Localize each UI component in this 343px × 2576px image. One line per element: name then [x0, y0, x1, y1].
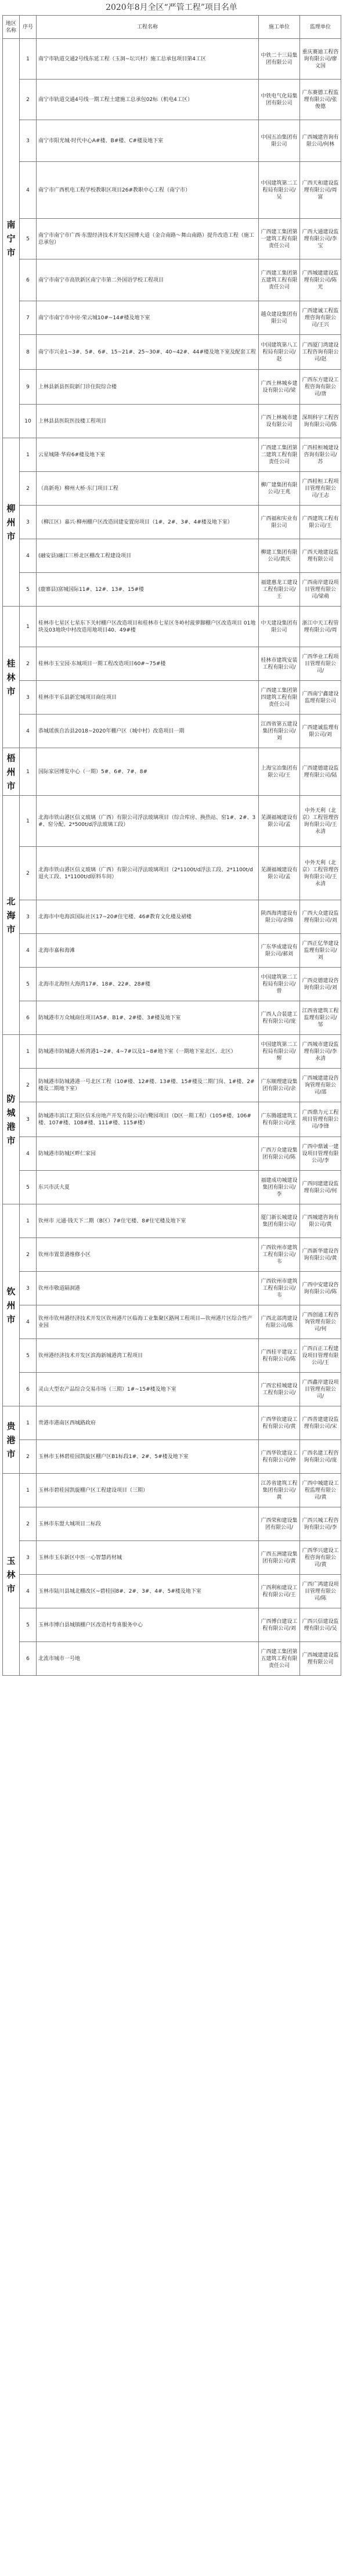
row-index: 1 [20, 607, 37, 647]
project-name: 南宁市兴业1~3#、5#、6#、15~21#、25~30#、40~42#、44#楼及地下室及配套工程 [37, 335, 259, 370]
project-name: 北海市北海恒大海湾17#、18#、22#、28#楼 [37, 968, 259, 1001]
builder-name: 广西桂平建设工程有限公司/陈 [259, 1339, 300, 1373]
area-name: 防城港市 [6, 1093, 16, 1146]
row-index: 3 [20, 681, 37, 715]
project-name: (鹿寨县)富城国际11#、12#、13#、15#楼 [37, 573, 259, 607]
table-row [3, 1608, 341, 1642]
builder-name: 中国建筑第八工程局有限公司/赵 [259, 335, 300, 370]
project-name: 玉林市碧桂园凯旋棚户区工程建设项目（三期） [37, 1474, 259, 1507]
table-row [3, 539, 341, 573]
builder-name: 江西省第五建设集团有限公司/刘 [259, 715, 300, 748]
builder-name: 广西建工集团第二建筑工程有限责任公司 [259, 438, 300, 472]
header-idx: 序号 [20, 16, 37, 39]
supervisor-name: 广西城市建设监理有限公司/李永清 [300, 1035, 341, 1069]
area-name: 梧州市 [6, 752, 16, 791]
supervisor-name: 广西桂桓工程项目管理有限公司/王志 [300, 472, 341, 506]
row-index: 2 [20, 1507, 37, 1541]
project-name: 玉林市陆川县城北棚改区~碧桂园8#、2#、3#、4#、5#楼及地下室 [37, 1575, 259, 1608]
builder-name: 广西建工集团第一建筑工程有限责任公司 [259, 219, 300, 259]
row-index: 2 [20, 647, 37, 681]
project-name: 南宁市南宁市高铁新区南宁市第二外国语学校工程项目 [37, 259, 259, 301]
builder-name: 中国五冶集团有限公司 [259, 120, 300, 162]
row-index: 6 [20, 1001, 37, 1035]
project-name: 南宁市轨道交通2号线东延工程（玉洞~坛兴村）施工总承包项目第4工区 [37, 39, 259, 80]
row-index: 1 [20, 748, 37, 796]
supervisor-name: 中外天利（北京）工程管理咨询有限公司/王永清 [300, 796, 341, 847]
supervisor-name: 广西南岸建设项目管理有限公司/梁萌 [300, 573, 341, 607]
row-index: 4 [20, 539, 37, 573]
table-row [3, 1102, 341, 1137]
row-index: 5 [20, 968, 37, 1001]
builder-name: 广西人合装建工程有限公司/庞 [259, 1001, 300, 1035]
table-row [3, 301, 341, 335]
builder-name: 广西建工集团第四建筑工程有限责任公司 [259, 681, 300, 715]
table-row [3, 681, 341, 715]
supervisor-name: 广西中安建设咨询有限公司/陈 [300, 1272, 341, 1305]
supervisor-name: 广西广鸿建设项目管理有限公司/陈 [300, 1575, 341, 1608]
project-name: （柳江区）嘉兴·柳州棚户区改造回建安置房项目（1#、2#、3#、4#楼及地下室） [37, 506, 259, 539]
supervisor-name: 广西大众建设监理有限公司/刘 [300, 900, 341, 934]
row-index: 3 [20, 1272, 37, 1305]
project-name: 北海市铁山港区信义玻璃（广西）有限公司浮法玻璃项目（2*1100t/d浮法工段、2*1100t/d退火工段、1*1100t/d原料车间） [37, 847, 259, 900]
supervisor-name: 广西鑫岸建设项目管理有限公司/ [300, 1373, 341, 1406]
area-cell [3, 1474, 20, 1676]
supervisor-name: 广西兴城工程咨询有限公司/李 [300, 1507, 341, 1541]
project-name: 北海市中电海滨国际社区17~20#住宅楼、46#教育文化楼及裙楼 [37, 900, 259, 934]
area-cell [3, 1406, 20, 1474]
row-index: 3 [20, 506, 37, 539]
project-name: 贵港市港南区西城路政府 [37, 1406, 259, 1440]
project-table [2, 15, 341, 1676]
supervisor-name: 广西新华建设咨询有限公司/黄 [300, 1238, 341, 1272]
builder-name: 越众建设集团有限公司 [259, 301, 300, 335]
supervisor-name: 广东赛德工程监理有限公司/张俊德 [300, 80, 341, 120]
project-name: 恭城瑶族自治县2018~2020年棚户区（城中村）改造项目一期 [37, 715, 259, 748]
table-row [3, 1575, 341, 1608]
area-cell [3, 796, 20, 1035]
builder-name: 广东顺理建设集团有限公司/余 [259, 1069, 300, 1102]
table-row [3, 573, 341, 607]
area-name: 南宁市 [6, 219, 16, 258]
builder-name: 中国建筑第二工程局有限公司/曾 [259, 968, 300, 1001]
row-index: 1 [20, 1204, 37, 1238]
builder-name: 广东华成建设有限公司/郝刘 [259, 934, 300, 968]
table-row [3, 934, 341, 968]
table-row [3, 715, 341, 748]
row-index: 5 [20, 1608, 37, 1642]
project-name: 东兴市沃大夏 [37, 1171, 259, 1204]
supervisor-name: 广西东方建设工程咨询有限公司/唐 [300, 370, 341, 405]
table-row [3, 335, 341, 370]
builder-name: 江苏省建筑工程集团有限公司/黄 [259, 1474, 300, 1507]
builder-name: 福建惠龙工建设工程有限公司/王 [259, 573, 300, 607]
builder-name: 广西福和实业有限公司 [259, 506, 300, 539]
builder-name: 中国建筑第二工程局有限公司/吴 [259, 162, 300, 219]
table-row [3, 1474, 341, 1507]
row-index: 3 [20, 1541, 37, 1575]
table-row [3, 647, 341, 681]
project-name: 防城港市防城港大桥湾港1~2#、4~7#以及1~8#地下室（一期地下室北区、北区） [37, 1035, 259, 1069]
row-index: 5 [20, 219, 37, 259]
project-name: 北海市嘉和海滩 [37, 934, 259, 968]
supervisor-name: 广西中城建设工程监理有限公司/黄 [300, 1474, 341, 1507]
table-row [3, 1238, 341, 1272]
builder-name: 芜湖福城建设有限公司/孟 [259, 847, 300, 900]
table-row [3, 370, 341, 405]
project-name: 南宁市轨道交通4号线一期工程土建施工总承包02标（机电4工区） [37, 80, 259, 120]
builder-name: 陕西海湾建设有限公司/余锦 [259, 900, 300, 934]
row-index: 5 [20, 573, 37, 607]
row-index: 5 [20, 1171, 37, 1204]
table-row [3, 506, 341, 539]
row-index: 4 [20, 715, 37, 748]
table-row [3, 968, 341, 1001]
table-row [3, 405, 341, 438]
supervisor-name: 广西桂桓城建设咨询有限公司/苏 [300, 438, 341, 472]
supervisor-name: 广西建筑工程有限公司/王 [300, 506, 341, 539]
table-row [3, 472, 341, 506]
project-name: 北海市铁山港区信义玻璃（广西）有限公司浮法玻璃项目（综合库房、换热站、窑1#、2#、3#、窑分配、2*500t/d浮法玻璃工段） [37, 796, 259, 847]
supervisor-name: 广西城建咨询有限公司/黄 [300, 1204, 341, 1238]
row-index: 2 [20, 1069, 37, 1102]
area-cell [3, 748, 20, 796]
row-index: 4 [20, 1575, 37, 1608]
row-index: 2 [20, 472, 37, 506]
row-index: 5 [20, 1339, 37, 1373]
table-row [3, 900, 341, 934]
builder-name: 广西北部湾建设有限公司/陈 [259, 1305, 300, 1339]
builder-name: 广西宏桂城建设工程有限公司/ [259, 1373, 300, 1406]
project-name: 南宁市阳光城·时代中心A#楼、B#楼、C#楼及地下室 [37, 120, 259, 162]
builder-name: 广西博白建设工程有限公司/刘 [259, 1608, 300, 1642]
row-index: 6 [20, 1642, 37, 1676]
project-name: 北流市城市一号地 [37, 1642, 259, 1676]
table-row [3, 80, 341, 120]
page-title: 2020年8月全区“严管工程”项目名单 [106, 3, 237, 12]
row-index: 6 [20, 1373, 37, 1406]
area-cell [3, 438, 20, 607]
project-name: 上林县县医院医技楼工程项目 [37, 405, 259, 438]
builder-name: 中天建设集团有限公司 [259, 607, 300, 647]
supervisor-name: 广西天地建设监理有限公司 [300, 539, 341, 573]
table-row [3, 1642, 341, 1676]
supervisor-name: 广西创通工程咨询管理有限公司/何 [300, 1305, 341, 1339]
row-index: 4 [20, 1137, 37, 1171]
area-cell [3, 1204, 20, 1406]
row-index: 1 [20, 39, 37, 80]
area-cell [3, 39, 20, 438]
row-index: 1 [20, 1474, 37, 1507]
supervisor-name: 广西城建建设咨询管理有限公司/邵 [300, 1069, 341, 1102]
table-row [3, 748, 341, 796]
table-row [3, 1440, 341, 1474]
builder-name: 广西万众建设集团有限公司/陈 [259, 1137, 300, 1171]
project-name: 南宁市广西机电工程学校教职区项目26#教职中心工程（南宁市） [37, 162, 259, 219]
supervisor-name: 广西正亿华建设监理有限公司/刘 [300, 934, 341, 968]
supervisor-name: 重庆赛迪工程咨询有限公司/廖文国 [300, 39, 341, 80]
table-row [3, 796, 341, 847]
supervisor-name: 广西同建建设监理有限公司/何 [300, 1171, 341, 1204]
project-name: 玉林市东盟大城项目二标段 [37, 1507, 259, 1541]
project-name: 云星城隆·华府6#楼及地下室 [37, 438, 259, 472]
row-index: 9 [20, 370, 37, 405]
builder-name: 广西华钦建设工程有限公司/钟 [259, 1440, 300, 1474]
project-name: 钦州市钦州港经济技术开发区钦州港片区临海工业集聚区路网工程项目—钦州港片区综合性产业园 [37, 1305, 259, 1339]
header-supervisor: 监理单位 [300, 16, 341, 39]
supervisor-name: 广西竞德建设咨询有限公司/刘 [300, 968, 341, 1001]
table-row [3, 1305, 341, 1339]
row-index: 8 [20, 335, 37, 370]
table-row [3, 219, 341, 259]
project-name: 桂林市玉宝园·东城项目一期工程改造项目60#~75#楼 [37, 647, 259, 681]
builder-name: 广西上林城市建设有限公司 [259, 405, 300, 438]
supervisor-name: 广西建德建设监理有限公司/陆 [300, 748, 341, 796]
row-index: 3 [20, 1102, 37, 1137]
project-name: 玉林市玉东新区中医一心智慧药材城 [37, 1541, 259, 1575]
supervisor-name: 深圳科宇工程咨询有限公司/陈 [300, 405, 341, 438]
supervisor-name: 广西华业工程项目管理有限公司/ [300, 647, 341, 681]
area-name: 钦州市 [6, 1286, 16, 1325]
supervisor-name: 广西名建工程咨询有限公司/庞 [300, 1440, 341, 1474]
builder-name: 上海宝冶集团有限公司/王 [259, 748, 300, 796]
builder-name: 中铁电气化局集团有限公司 [259, 80, 300, 120]
builder-name: 广西荣和建设集团有限公司/ [259, 1507, 300, 1541]
project-name: 上林县新县医院新门诊住院综合楼 [37, 370, 259, 405]
supervisor-name: 广西城建建设监理有限公司 [300, 1642, 341, 1676]
table-row [3, 1373, 341, 1406]
project-name: 南宁市南宁市广西·东盟经济技术开发区园博大道（金合南路～舞山南路）提升改造工程（施工总承包） [37, 219, 259, 259]
area-name: 贵港市 [6, 1420, 16, 1459]
row-index: 1 [20, 1406, 37, 1440]
table-row [3, 259, 341, 301]
row-index: 6 [20, 259, 37, 301]
supervisor-name: 广西南宁鑫建设监理有限公司 [300, 681, 341, 715]
table-row [3, 847, 341, 900]
builder-name: 广西建工集团第五建筑工程有限责任公司 [259, 259, 300, 301]
supervisor-name: 广西鼎力元工程项目管理有限公司/李锋 [300, 1102, 341, 1137]
table-body [3, 39, 341, 1676]
builder-name: 广西五洲建设集团有限公司/黄 [259, 1541, 300, 1575]
builder-name: 广西建工集团第五建筑工程有限责任公司 [259, 1642, 300, 1676]
supervisor-name: 江西省建筑工程监理有限公司/邹 [300, 1001, 341, 1035]
table-row [3, 120, 341, 162]
table-header-row [3, 16, 341, 39]
header-builder: 施工单位 [259, 16, 300, 39]
row-index: 3 [20, 900, 37, 934]
builder-name: 广西土林城乡建设有限公司/梁 [259, 370, 300, 405]
table-row [3, 39, 341, 80]
table-row [3, 1272, 341, 1305]
row-index: 4 [20, 934, 37, 968]
project-name: 灵山大型农产品综合交易市场（三期）1#~15#楼及地下室 [37, 1373, 259, 1406]
supervisor-name: 广西普建建设监理有限公司/宋 [300, 1406, 341, 1440]
row-index: 2 [20, 847, 37, 900]
area-cell [3, 1035, 20, 1204]
row-index: 10 [20, 405, 37, 438]
row-index: 1 [20, 796, 37, 847]
builder-name: 广西钦州市建筑工程有限公司/韦 [259, 1238, 300, 1272]
builder-name: 桂林市建筑安装工程有限公司/ [259, 647, 300, 681]
project-name: 桂林市平乐县新宏城项目商住项目 [37, 681, 259, 715]
builder-name: 广西华钦建设工程有限公司/黄 [259, 1406, 300, 1440]
project-name: 南宁市南宁市中房·荣云城10#~14#楼及地下室 [37, 301, 259, 335]
builder-name: 厦门新长城建设集团有限公司/ [259, 1204, 300, 1238]
table-row [3, 1035, 341, 1069]
table-row [3, 1507, 341, 1541]
project-name: 玉林市博白县城镇棚户区改造村寿喜服务中心 [37, 1608, 259, 1642]
project-name: 桂林市七星区七星东下关村棚户区改造项目和桂林市七星区冬岭村菠萝脚棚户区改造项目 01地块及03地块中村改造用地项目40、49#楼 [37, 607, 259, 647]
supervisor-name: 广西兴信建设监理有限公司/吴 [300, 1608, 341, 1642]
project-name: （高新苑）柳州大桥·东门项目工程 [37, 472, 259, 506]
project-name: 国际家居博览中心（一期）5#、6#、7#、8# [37, 748, 259, 796]
row-index: 1 [20, 438, 37, 472]
row-index: 1 [20, 1035, 37, 1069]
table-row [3, 1069, 341, 1102]
builder-name: 柳建工集团有限公司/黄庆 [259, 539, 300, 573]
table-row [3, 1541, 341, 1575]
builder-name: 中铁二十三局集团有限公司 [259, 39, 300, 80]
project-name: (融安县)融江三桥北区棚改工程建设项目 [37, 539, 259, 573]
supervisor-name: 广西百正工程建设项目管理有限公司/王 [300, 1339, 341, 1373]
project-name: 钦州市敬道隔洞港 [37, 1272, 259, 1305]
supervisor-name: 广西天和建设监理有限公司/周富 [300, 162, 341, 219]
supervisor-name: 中外天利（北京）工程管理咨询有限公司/王永清 [300, 847, 341, 900]
supervisor-name: 广西城建建设监理有限公司/陈光 [300, 259, 341, 301]
table-row [3, 1204, 341, 1238]
row-index: 7 [20, 301, 37, 335]
project-name: 防城港市滨江汇阳区信禾房地产开发有限公司白鹭园项目（D区一期工程）（105#楼、106#楼、107#楼、108#楼、111#楼、115#楼） [37, 1102, 259, 1137]
supervisor-name: 广西大通建设监理有限公司/李宝 [300, 219, 341, 259]
row-index: 2 [20, 1440, 37, 1474]
table-row [3, 1406, 341, 1440]
supervisor-name: 浙江中天工程管理有限公司/周 [300, 607, 341, 647]
project-name: 钦州市置景港维修小区 [37, 1238, 259, 1272]
table-row [3, 438, 341, 472]
area-cell [3, 607, 20, 748]
project-name: 防城港市防城港港一号北区工程（10#楼、12#楼、13#楼、15#楼及二期门岗、1#楼、2#楼及二期地下室） [37, 1069, 259, 1102]
area-name: 柳州市 [6, 503, 16, 542]
supervisor-name: 广西厦门湾建设工程咨询有限公司/赵 [300, 335, 341, 370]
builder-name: 中国建筑第二工程局有限公司/辉 [259, 1035, 300, 1069]
table-row [3, 1339, 341, 1373]
row-index: 3 [20, 120, 37, 162]
row-index: 2 [20, 80, 37, 120]
builder-name: 广西利和建设工程有限公司/王 [259, 1575, 300, 1608]
builder-name: 福建成功城建设集团有限公司/李 [259, 1171, 300, 1204]
supervisor-name: 广西建诚监理有限公司/刘 [300, 715, 341, 748]
row-index: 4 [20, 162, 37, 219]
row-index: 4 [20, 1305, 37, 1339]
area-name: 桂林市 [6, 658, 16, 697]
builder-name: 广东腾越建筑工程有限公司/张 [259, 1102, 300, 1137]
project-name: 防城港市防城区畔仁家园 [37, 1137, 259, 1171]
project-name: 钦州港经济技术开发区滨海新城港湾工程项目 [37, 1339, 259, 1373]
area-name: 玉林市 [6, 1555, 16, 1594]
table-row [3, 1137, 341, 1171]
supervisor-name: 广西中鼎诚一建设项目管理有限公司/李 [300, 1137, 341, 1171]
supervisor-name: 广西城建咨询有限公司/何林 [300, 120, 341, 162]
builder-name: 广西钦州市建筑工程有限公司/韦 [259, 1272, 300, 1305]
table-row [3, 607, 341, 647]
builder-name: 芜湖福城建设有限公司/孟 [259, 796, 300, 847]
supervisor-name: 广西华兴建设工程咨询有限公司/黄 [300, 1541, 341, 1575]
project-name: 玉林市玉林碧桂园凯旋区棚户区B1标段1#、2#、5#楼及地下室 [37, 1440, 259, 1474]
supervisor-name: 广西建诚工程监理咨询有限公司/王兴 [300, 301, 341, 335]
table-row [3, 162, 341, 219]
project-name: 钦州市 元通·钱天下二期（B区）7#住宅楼、8#住宅楼及地下室 [37, 1204, 259, 1238]
area-name: 北海市 [6, 896, 16, 935]
row-index: 2 [20, 1238, 37, 1272]
project-name: 防城港市万众城商住项目A5#、B1#、2#楼、3#楼及地下室 [37, 1001, 259, 1035]
table-row [3, 1001, 341, 1035]
builder-name: 柳广建集团有限公司/王兆 [259, 472, 300, 506]
header-area: 地区名称 [3, 16, 20, 39]
header-name: 工程名称 [37, 16, 259, 39]
table-row [3, 1171, 341, 1204]
